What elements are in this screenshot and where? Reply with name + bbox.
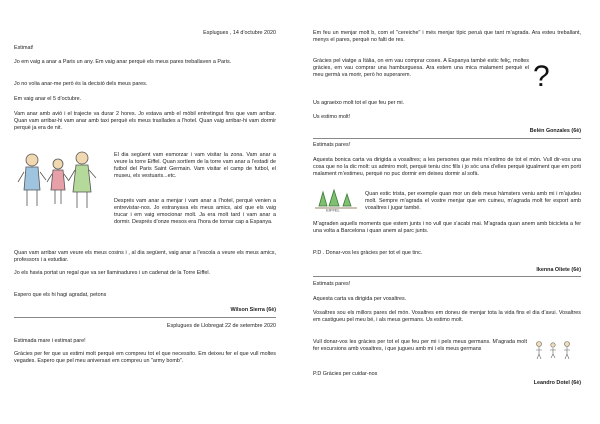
letter2-greeting: Estimada mare i estimat pare! (14, 338, 86, 344)
letter1-paragraph: Quan vam arribar vam veure els meus cosins i , al dia següent, vaig anar a l’escola a veure els meus amics, professors i a estudiar. (14, 250, 276, 263)
letter3-signature: Ikenna Oliete (6è) (536, 267, 581, 273)
letter4-greeting: Estimats pares! (313, 281, 351, 287)
letter1-paragraph: Jo em vaig a anar a Paris un any. Em vaig anar perquè els meus pares treballaven a Paris. (14, 59, 232, 65)
letter2-date: Esplugues de Llobregat 22 de setembre 2020 (166, 323, 276, 329)
letter4-signature: Leandro Dotel (6è) (533, 380, 581, 386)
letter1-paragraph: Em vaig anar el 5 d’octubre. (14, 96, 82, 102)
letter2-signature: Belén Gonzales (6è) (529, 128, 581, 134)
letter1-paragraph: Jo no volia anar-me però és la decisió dels meus pares. (14, 81, 148, 87)
letter3-paragraph: Aquesta bonica carta va dirigida a vosaltres; a les persones que més m’estimo de tot el món. Vull dir-vos una cosa que no la dic molt: us admiro molt, perquè teniu cinc fills i jo sóc una d’elles perquè igualment que em porti malament m’estimeu, perquè no puc dormir em deixeu dormir al sofà. (313, 157, 581, 177)
letter4-paragraph: P.D Gràcies per cuidar-nos (313, 371, 378, 377)
letter3-greeting: Estimats pares! (313, 142, 351, 148)
letter2-paragraph: Us agraeixo molt tot el que feu per mi. (313, 100, 405, 106)
letter4-paragraph: Vosaltres sou els millors pares del món. Vosaltres em doneu de menjar tota la vida fins el dia d’avui. Vosaltres em castigueu pel meu bé, i als meus germans. Us estimo molt. (313, 310, 581, 323)
letter1-paragraph: Espero que els hi hagi agradat, petons (14, 292, 107, 298)
letter1-date: Esplugues , 14 d’octubre 2020 (203, 30, 276, 36)
trees-drawing (313, 188, 359, 212)
letter1-greeting: Estimat! (14, 45, 34, 51)
drawing-sign: EIFFEL (326, 207, 340, 212)
letter3-paragraph: P.D . Donar-vos les gràcies per tot el que tinc. (313, 250, 423, 256)
letter2-paragraph: Em feu un menjar molt b, com el "cereiche" i més menjar típic peruà que tant m’agrada. Ara esteu treballant, menys el pares, perquè no falti de res. (313, 30, 581, 43)
letter3-paragraph: M’agraden aquells moments que estem junts i no vull que s’acabi mai. M’agrada quan anem amb bicicleta a fer una volta a Barcelona i quan anem al parc junts. (313, 221, 581, 234)
letter4-paragraph: Aquesta carta va dirigida per vosaltres. (313, 296, 407, 302)
letter1-paragraph: Després vam anar a menjar i vam anar a l’hotel, perquè venien a entrevistar-nos. Jo estranyava els meus amics, així que els vaig trucar i em vaig emocionar molt. Ja era molt tard i vam anar a dormir. Després d’onze mesos era l’hora de tornar cap a Espanya. (114, 198, 276, 225)
letter2-paragraph: Gràcies per fer que us estimi molt perquè em compreu tot el que necessito. Em deixeu fer el que vull moltes vegades. Espero que pel meu aniversari em compreu un "army bomb". (14, 351, 276, 364)
letter1-paragraph: El dia següent vam esmorzar i vam visitar la zona. Vam anar a veure la torre Eiffel. Quan sortíem de la torre vam anar a l’estadi de futbol del Paris Saint Germain. Vam visitar el camp de futbol, el museu, els vestuaris...etc. (114, 152, 276, 179)
letter1-paragraph: Vam anar amb avió i el trajecte va durar 2 hores. Jo estava amb el mòbil entretingut fins que vam arribar. Quan vam arribar-hi vam anar amb taxi perquè els meus trasllades a l’hotel. Quan vaig arribar-hi vam dormir perquè ja era de nit. (14, 111, 276, 131)
letter1-paragraph: Jo els havia portat un regal que va ser llaminadures i un cadenat de la Torre Eiffel. (14, 270, 211, 276)
letter3-paragraph: Quan estic trista, per exemple quan mor un dels meus hàmsters veniu amb mi i m’ajudeu molt. Sempre m’agrada el vostre menjar que em cuineu, m’agrada molt fer esport amb vosaltres i jugar també. (365, 191, 581, 211)
separator (313, 276, 581, 277)
letter2-paragraph: Gràcies pel viatge a Itàlia, on em vau comprar coses. A Espanya també estic feliç, moltes gràcies, em vau comprar una hamburguesa. Ara estem una mica malament perquè el meu germà va morir, però ho superarem. (313, 58, 529, 78)
separator (313, 138, 581, 139)
question-mark-drawing: ? (533, 60, 550, 93)
separator (14, 317, 276, 318)
family-drawing (14, 146, 106, 212)
figures-drawing (531, 338, 579, 362)
letter2-paragraph: Us estimo molt! (313, 114, 351, 120)
letter1-signature: Wilson Sierra (6è) (230, 307, 276, 313)
letter4-paragraph: Vull donar-vos les gràcies per tot el que feu per mi i pels meus germans. M’agrada molt fer excursions amb vosaltres, i que jugueu amb mi i els meus germans (313, 339, 527, 352)
